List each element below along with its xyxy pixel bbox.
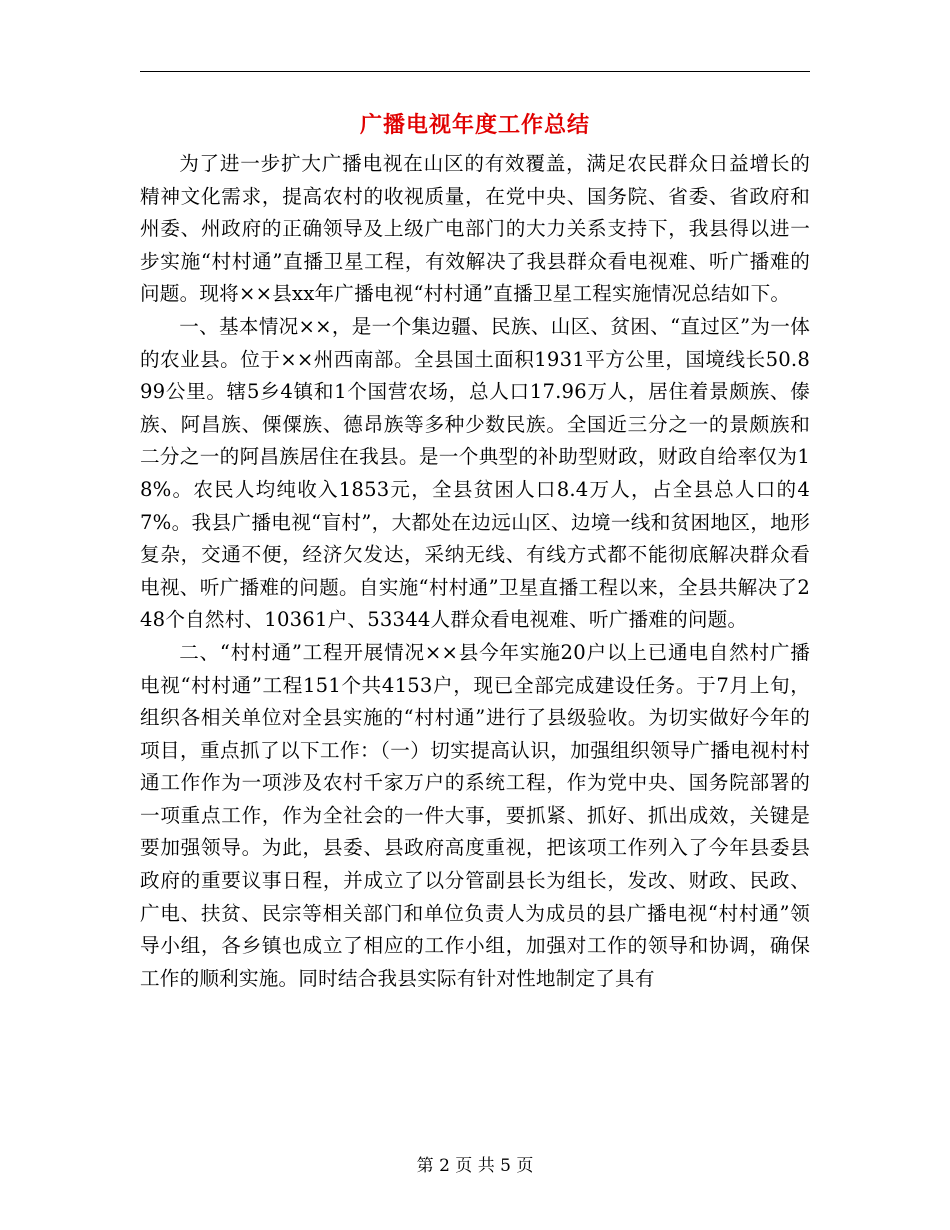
paragraph-intro: 为了进一步扩大广播电视在山区的有效覆盖，满足农民群众日益增长的精神文化需求，提高农村的收视质量，在党中央、国务院、省委、省政府和州委、州政府的正确领导及上级广电部门的大力关系支持下，我县得以进一步实施“村村通”直播卫星工程，有效解决了我县群众看电视难、听广播难的问题。现将××县xx年广播电视“村村通”直播卫星工程实施情况总结如下。: [140, 152, 810, 306]
document-body: [140, 148, 810, 995]
header-rule: [140, 71, 810, 72]
document-title: 广播电视年度工作总结: [359, 112, 590, 138]
page-number: 第 2 页 共 5 页: [416, 1156, 534, 1176]
paragraph-project-progress: 二、“村村通”工程开展情况××县今年实施20户以上已通电自然村广播电视“村村通”工程151个共4153户，现已全部完成建设任务。于7月上旬，组织各相关单位对全县实施的“村村通”进行了县级验收。为切实做好今年的项目，重点抓了以下工作：（一）切实提高认识，加强组织领导广播电视村村通工作作为一项涉及农村千家万户的系统工程，作为党中央、国务院部署的一项重点工作，作为全社会的一件大事，要抓紧、抓好、抓出成效，关键是要加强领导。为此，县委、县政府高度重视，把该项工作列入了今年县委县政府的重要议事日程，并成立了以分管副县长为组长，发改、财政、民政、广电、扶贫、民宗等相关部门和单位负责人为成员的县广播电视“村村通”领导小组，各乡镇也成立了相应的工作小组，加强对工作的领导和协调，确保工作的顺利实施。同时结合我县实际有针对性地制定了具有: [140, 640, 810, 990]
paragraph-basic-situation: 一、基本情况××，是一个集边疆、民族、山区、贫困、“直过区”为一体的农业县。位于××州西南部。全县国土面积1931平方公里，国境线长50.899公里。辖5乡4镇和1个国营农场，总人口17.96万人，居住着景颇族、傣族、阿昌族、傈僳族、德昂族等多种少数民族。全国近三分之一的景颇族和二分之一的阿昌族居住在我县。是一个典型的补助型财政，财政自给率仅为18%。农民人均纯收入1853元，全县贫困人口8.4万人，占全县总人口的47%。我县广播电视“盲村”，大都处在边远山区、边境一线和贫困地区，地形复杂，交通不便，经济欠发达，采纳无线、有线方式都不能彻底解决群众看电视、听广播难的问题。自实施“村村通”卫星直播工程以来，全县共解决了248个自然村、10361户、53344人群众看电视难、听广播难的问题。: [140, 314, 810, 632]
